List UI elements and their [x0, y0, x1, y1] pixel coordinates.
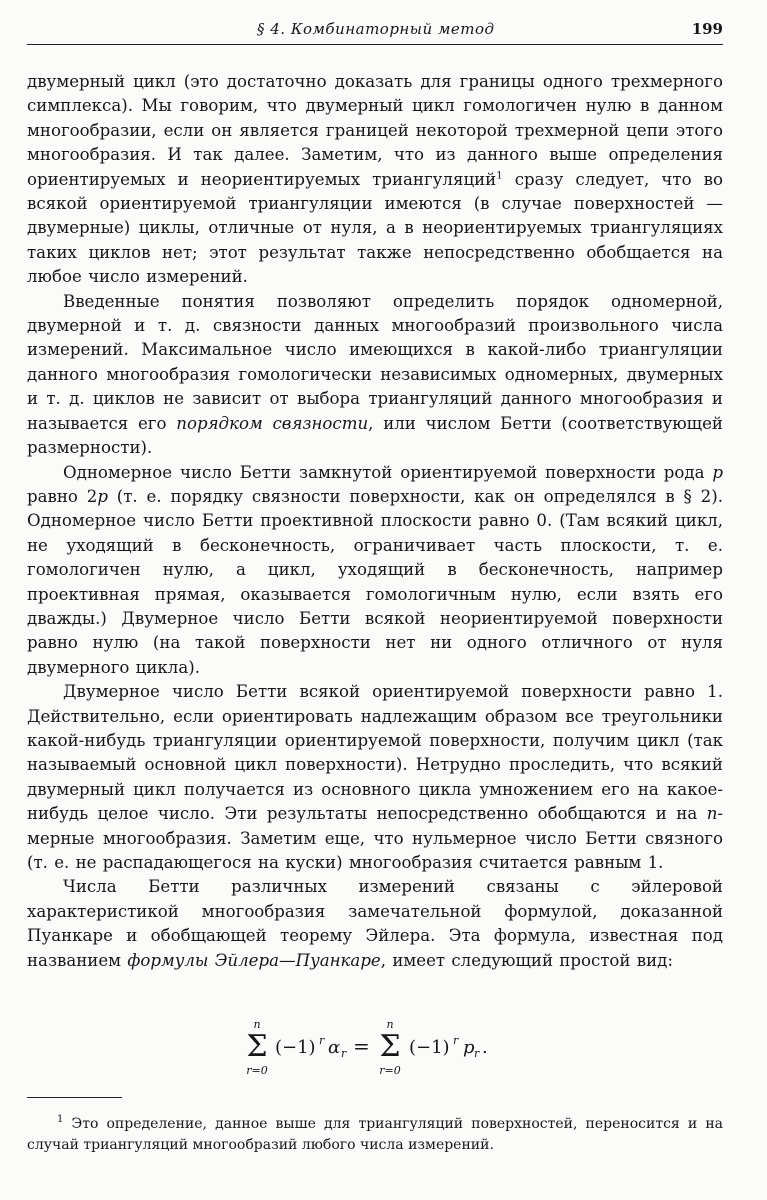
formula-svg	[235, 1016, 515, 1086]
page-header	[27, 18, 723, 45]
paragraph-2-text-end: , или числом Бетти (соответствующей размерности).	[27, 413, 723, 458]
sum-upper-limit: n	[386, 1018, 394, 1031]
sum-upper-limit: n	[253, 1018, 261, 1031]
formula-period: .	[482, 1037, 488, 1058]
running-title: § 4. Комбинаторный метод	[257, 20, 495, 38]
left-exponent: r	[319, 1034, 325, 1047]
right-term: (−1)	[409, 1037, 450, 1058]
left-term: (−1)	[275, 1037, 316, 1058]
paragraph-5-text-a: Числа Бетти различных измерений связаны с эйлеровой характеристикой многообразия замечательной формулой, доказанной Пуанкаре и обобщающей теорему Эйлера. Эта формула, известная под названием	[27, 877, 723, 970]
paragraph-3-text-a: Одномерное число Бетти замкнутой ориентируемой поверхности рода	[63, 462, 713, 482]
paragraph-3-text-c: (т. е. порядку связности поверхности, как он определялся в § 2). Одномерное число Бетти проективной плоскости равно 0. (Там всякий цикл, не уходящий в бесконечность, ограничивает часть плоскости, т. е. гомологичен нулю, а цикл, уходящий в бесконечность, например проективная прямая, оказывается гомологичным нулю, если взять его дважды.) Двумерное число Бетти всякой неориентируемой поверхности равно нулю (на такой поверхности нет ни одного отличного от нуля двумерного цикла).	[27, 486, 723, 677]
page-number: 199	[691, 20, 723, 38]
body-text	[27, 70, 723, 973]
paragraph-2	[27, 290, 723, 461]
equals-sign: =	[353, 1034, 370, 1058]
paragraph-3	[27, 461, 723, 681]
right-exponent: r	[453, 1034, 459, 1047]
footnote-mark: 1	[57, 1114, 64, 1126]
term-euler-poincare-formula: формулы Эйлера—Пуанкаре	[127, 950, 381, 970]
paragraph-4-text-b: -мерные многообразия. Заметим еще, что нульмерное число Бетти связного (т. е. не распадающегося на куски) многообразия считается равным 1.	[27, 804, 723, 872]
variable-n: n	[706, 804, 718, 824]
paragraph-2-text: Введенные понятия позволяют определить порядок одномерной, двумерной и т. д. связности данных многообразий произвольного числа измерений. Максимальное число имеющихся в какой-либо триангуляции данного многообразия гомологически независимых одномерных, двумерных и т. д. циклов не зависит от выбора триангуляций данного многообразия и называется его	[27, 291, 723, 433]
paragraph-4	[27, 680, 723, 875]
paragraph-1	[27, 70, 723, 290]
sum-sign: Σ	[246, 1029, 268, 1064]
paragraph-1-text: двумерный цикл (это достаточно доказать для границы одного трехмерного симплекса). Мы говорим, что двумерный цикл гомологичен нулю в данном многообразии, если он является границей некоторой трехмерной цепи этого многообразия. И так далее. Заметим, что из данного выше определения ориентируемых и неориентируемых триангуляций	[27, 72, 723, 189]
paragraph-3-text-b: равно 2	[27, 486, 98, 506]
paragraph-4-text-a: Двумерное число Бетти всякой ориентируемой поверхности равно 1. Действительно, если ориентировать надлежащим образом все треугольники какой-нибудь триангуляции ориентируемой поверхности, получим цикл (так называемый основной цикл поверхности). Нетрудно проследить, что всякий двумерный цикл получается из основного цикла умножением его на какое-нибудь целое число. Эти результаты непосредственно обобщаются и на	[27, 682, 723, 824]
right-variable: p	[463, 1037, 475, 1058]
paragraph-1-text-end: сразу следует, что во всякой ориентируемой триангуляции имеются (в случае поверхностей — двумерные) циклы, отличные от нуля, а в неориентируемых триангуляциях таких циклов нет; этот результат также непосредственно обобщается на любое число измерений.	[27, 169, 723, 287]
sum-lower-limit: r=0	[379, 1064, 401, 1077]
right-subscript: r	[474, 1047, 480, 1060]
term-connectivity-order: порядком связности	[176, 413, 369, 433]
left-subscript: r	[341, 1047, 347, 1060]
variable-p: p	[712, 462, 723, 482]
paragraph-5-text-b: , имеет следующий простой вид:	[380, 950, 673, 970]
footnote-ref: 1	[496, 170, 503, 182]
euler-poincare-formula	[27, 1016, 723, 1086]
variable-p: p	[97, 486, 108, 506]
sum-lower-limit: r=0	[246, 1064, 268, 1077]
paragraph-5	[27, 875, 723, 973]
footnote-separator	[27, 1097, 122, 1098]
footnote	[27, 1114, 723, 1156]
footnote-text: Это определение, данное выше для триангуляций поверхностей, переносится и на случай триангуляций многообразий любого числа измерений.	[27, 1116, 723, 1153]
left-variable: α	[328, 1037, 341, 1058]
sum-sign: Σ	[379, 1029, 401, 1064]
